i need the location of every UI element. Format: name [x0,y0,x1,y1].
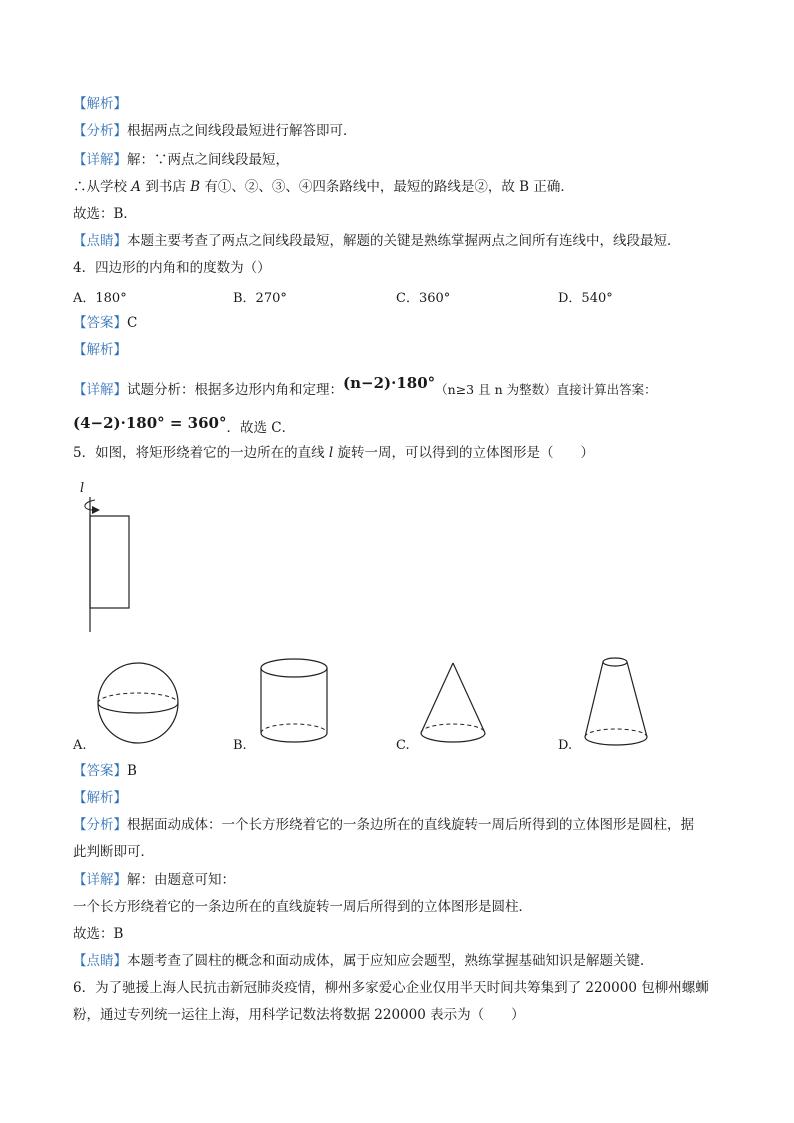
q3-analysis: 【分析】根据两点之间线段最短进行解答即可． [73,123,357,139]
formula-result: (4−2)·180° = 360° [73,414,227,432]
q3-jiexi-tag: 【解析】 [73,96,127,112]
q5-question: 5．如图，将矩形绕着它的一边所在的直线 l 旋转一周，可以得到的立体图形是（ ） [73,445,595,461]
q4-jiexi-tag: 【解析】 [73,342,127,358]
q5-detail: 【详解】解：由题意可知： [73,872,235,888]
q3-comment: 【点睛】本题主要考查了两点之间线段最短，解题的关键是熟练掌握两点之间所有连线中，线段最短． [73,233,681,249]
q5-choice: 故选：B [73,926,124,942]
q5-option-a: A. [73,738,87,753]
q5-option-b: B. [233,738,247,753]
q3-detail: 【详解】解：∵两点之间线段最短， [73,152,289,168]
q5-answer: 【答案】B [73,763,137,779]
sphere-shape [98,663,178,743]
q5-jiexi-tag: 【解析】 [73,790,127,806]
q5-option-c: C. [396,738,410,753]
q4-question: 4．四边形的内角和的度数为（） [73,260,271,276]
q3-choice: 故选：B． [73,206,137,222]
q4-option-d: D．540° [558,291,613,306]
axis-label-l: l [80,481,85,496]
rectangle-shape [90,516,129,608]
q6-question-line1: 6．为了驰援上海人民抗击新冠肺炎疫情，柳州多家爱心企业仅用半天时间共筹集到了 220000 包柳州螺蛳 [73,980,709,996]
q4-option-a: A．180° [73,291,127,306]
q5-detail-line2: 一个长方形绕着它的一条边所在的直线旋转一周后所得到的立体图形是圆柱． [73,899,532,915]
rotation-figure [80,481,129,632]
q4-option-b: B．270° [233,291,287,306]
cone-shape [421,663,485,742]
q6-question-line2: 粉，通过专列统一运往上海，用科学记数法将数据 220000 表示为（ ） [73,1007,525,1023]
q5-option-d: D. [558,738,573,753]
q4-option-c: C．360° [396,291,451,306]
q5-analysis-line2: 此判断即可． [73,844,154,860]
q5-comment: 【点睛】本题考查了圆柱的概念和面动成体，属于应知应会题型，熟练掌握基础知识是解题关键． [73,953,654,969]
cylinder-shape [261,659,327,742]
q3-detail-line: ∴从学校 A 到书店 B 有①、②、③、④四条路线中，最短的路线是②，故 B 正确． [73,179,574,195]
q4-detail: 【详解】试题分析：根据多边形内角和定理：(n−2)·180°（n≥3 且 n 为整数）直接计算出答案： [73,374,657,398]
q4-detail-line2: (4−2)·180° = 360°．故选 C． [73,414,296,436]
frustum-shape [585,658,647,745]
q4-answer: 【答案】C [73,315,138,331]
q5-analysis: 【分析】根据面动成体：一个长方形绕着它的一条边所在的直线旋转一周后所得到的立体图形是圆柱，据 [73,817,694,833]
formula-interior-angle: (n−2)·180° [343,374,436,392]
